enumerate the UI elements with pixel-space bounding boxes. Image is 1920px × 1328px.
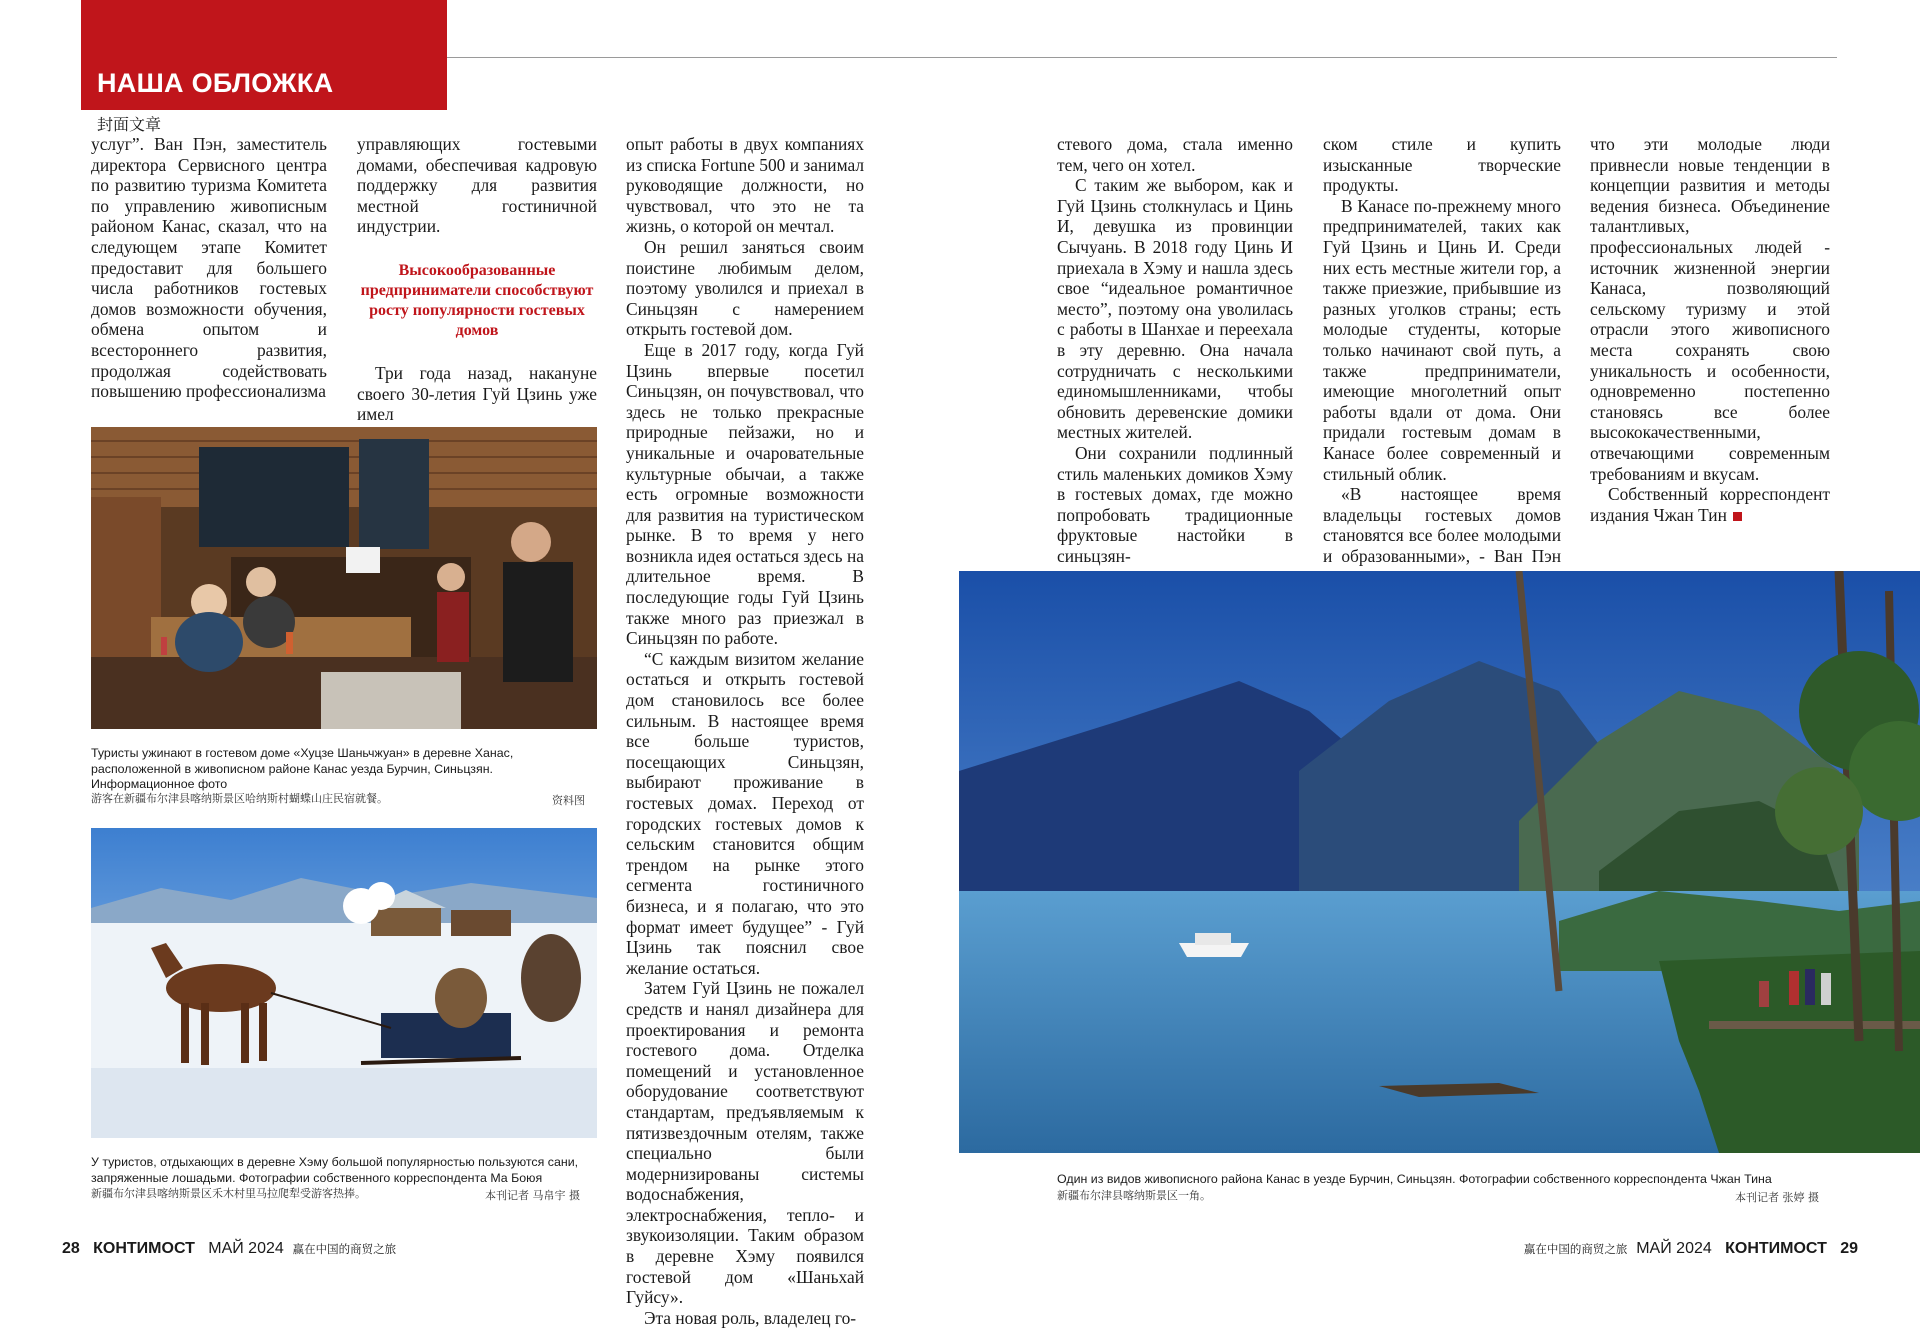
text-column-1	[91, 134, 327, 402]
photo-caption-chinese: 新疆布尔津县喀纳斯景区禾木村里马拉爬犁受游客热捧。	[91, 1187, 366, 1200]
subheading: Высокообразованные предприниматели способствуют росту популярности гостевых домов	[360, 261, 594, 339]
paragraph: С таким же выбором, как и Гуй Цзинь столкнулась и Цинь И, девушка из провинции Сычуань. В 2018 году Цинь И приехала в Хэму и нашла здесь свое “идеальное романтичное место”, поэтому она уволилась с работы в Шанхае и переехала в эту деревню. Она начала сотрудничать с несколькими единомышленниками, чтобы обновить деревенские домики местных жителей.	[1057, 175, 1293, 443]
paragraph: ском стиле и купить изысканные творческие продукты.	[1323, 134, 1561, 196]
footer-tagline-chinese: 赢在中国的商贸之旅	[1523, 1242, 1628, 1256]
paragraph: В Канасе по-прежнему много предпринимателей, таких как Гуй Цзинь и Цинь И. Среди них есть местные жители гор, а также приезжие, прибывшие из разных уголков страны; есть молодые студенты, которые только начинают свой путь, а также предприниматели, имеющие многолетний опыт работы вдали от дома. Они придали гостевым домам в Канасе более современный и стильный облик.	[1323, 195, 1561, 484]
footer-left	[62, 1240, 396, 1258]
photo-lake-kanas	[959, 571, 1920, 1153]
paragraph: Он решил заняться своим поистине любимым делом, поэтому уволился и приехал в Синьцзян с намерением открыть гостевой дом.	[626, 236, 864, 340]
paragraph: “С каждым визитом желание остаться и открыть гостевой дом становилось все более сильным. В настоящее время все больше туристов, посещающих Синьцзян, выбирают проживание в гостевых домах. Переход от городских гостевых домов к сельским становится общим трендом на рынке этого сегмента гостиничного бизнеса, и я полагаю, что это формат имеет будущее” - Гуй Цзинь так пояснил свое желание остаться.	[626, 648, 864, 978]
section-title-chinese: 封面文章	[97, 115, 162, 134]
photo-caption-chinese: 新疆布尔津县喀纳斯景区一角。	[1057, 1189, 1211, 1202]
section-title: НАША ОБЛОЖКА	[97, 68, 334, 98]
footer-right	[1524, 1240, 1858, 1258]
photo-credit: 资料图	[552, 794, 585, 807]
text-column-2	[357, 134, 597, 425]
paragraph: Затем Гуй Цзинь не пожалел средств и нанял дизайнера для проектирования и ремонта гостевого дома. Отделка помещений и установленное оборудование соответствуют стандартам, предъявляемым к пятизвездочным отелям, также специально были модернизированы системы водоснабжения, электроснабжения, тепло- и звукоизоляции. Таким образом в деревне Хэму появился гостевой дом «Шаньхай Гуйсу».	[626, 978, 864, 1308]
paragraph: «В настоящее время владельцы гостевых домов становятся все более молодыми и образованными», - Ван Пэн	[1323, 484, 1561, 566]
text-column-6	[1590, 134, 1830, 525]
footer-tagline-chinese: 赢在中国的商贸之旅	[292, 1242, 397, 1256]
author-credit: Собственный корреспондент издания Чжан Тин	[1590, 484, 1830, 525]
paragraph: Они сохранили подлинный стиль маленьких домиков Хэму в гостевых домах, где можно попробовать традиционные фруктовые настойки в синьцзян-	[1057, 442, 1293, 566]
magazine-name: КОНТИМОСТ	[93, 1240, 195, 1257]
issue-date: МАЙ 2024	[1636, 1240, 1712, 1257]
header-rule	[447, 57, 1837, 58]
paragraph: услуг”. Ван Пэн, заместитель директора Сервисного центра по развитию туризма Комитета по управлению живописным районом Канас, сказал, что на следующем этапе Комитет предоставит для большего числа работников гостевых домов возможности обучения, обмена опытом и всестороннего развития, продолжая содействовать повышению профессионализма	[91, 134, 327, 402]
photo-caption: Один из видов живописного района Канас в уезде Бурчин, Синьцзян. Фотографии собственного корреспондента Чжан Тина	[1057, 1172, 1772, 1186]
text-column-3	[626, 134, 864, 1328]
text-column-4	[1057, 134, 1293, 566]
paragraph: управляющих гостевыми домами, обеспечивая кадровую поддержку для развития местной гостиничной индустрии.	[357, 134, 597, 237]
paragraph: опыт работы в двух компаниях из списка Fortune 500 и занимал руководящие должности, но чувствовал, что это не та жизнь, о которой он мечтал.	[626, 134, 865, 237]
photo-horse-sleigh	[91, 828, 597, 1138]
paragraph: Еще в 2017 году, когда Гуй Цзинь впервые посетил Синьцзян, он почувствовал, что здесь не только прекрасные природные пейзажи, но и уникальные и очаровательные культурные обычаи, а также есть огромные возможности для развития на туристическом рынке. В то время у него возникла идея остаться здесь на длительное время. В последующие годы Гуй Цзинь также много раз приезжал в Синьцзян по работе.	[626, 339, 864, 649]
text-column-5	[1323, 134, 1561, 587]
photo-credit: 本刊记者 张婷 摄	[1735, 1191, 1819, 1204]
photo-restaurant	[91, 427, 597, 729]
photo-caption: У туристов, отдыхающих в деревне Хэму большой популярностью пользуются сани, запряженные лошадьми. Фотографии собственного корреспондента Ма Боюя	[91, 1155, 579, 1185]
issue-date: МАЙ 2024	[208, 1240, 284, 1257]
paragraph: Эта новая роль, владелец го-	[644, 1307, 857, 1328]
end-mark	[1733, 512, 1742, 521]
magazine-name: КОНТИМОСТ	[1725, 1240, 1827, 1257]
photo-caption-chinese: 游客在新疆布尔津县喀纳斯景区哈纳斯村蝴蝶山庄民宿就餐。	[91, 792, 388, 805]
page-number-right: 29	[1840, 1240, 1858, 1257]
page-number-left: 28	[62, 1240, 80, 1257]
paragraph: что эти молодые люди привнесли новые тенденции в концепции развития и методы ведения бизнеса. Объединение талантливых, профессиональных людей - источник жизненной энергии Канаса, позволяющий сельскому туризму и этой отрасли этого живописного места сохранять свою уникальность и особенности, одновременно постепенно становясь все более высококачественными, отвечающими современным требованиям и вкусам.	[1590, 134, 1830, 484]
photo-credit: 本刊记者 马帛宇 摄	[485, 1189, 580, 1202]
paragraph: Три года назад, накануне своего 30-летия Гуй Цзинь уже имел	[357, 362, 597, 425]
photo-caption: Туристы ужинают в гостевом доме «Хуцзе Шаньчжуан» в деревне Ханас, расположенной в живописном районе Канас уезда Бурчин, Синьцзян. Информационное фото	[91, 746, 514, 791]
paragraph: стевого дома, стала именно тем, чего он хотел.	[1057, 134, 1293, 175]
